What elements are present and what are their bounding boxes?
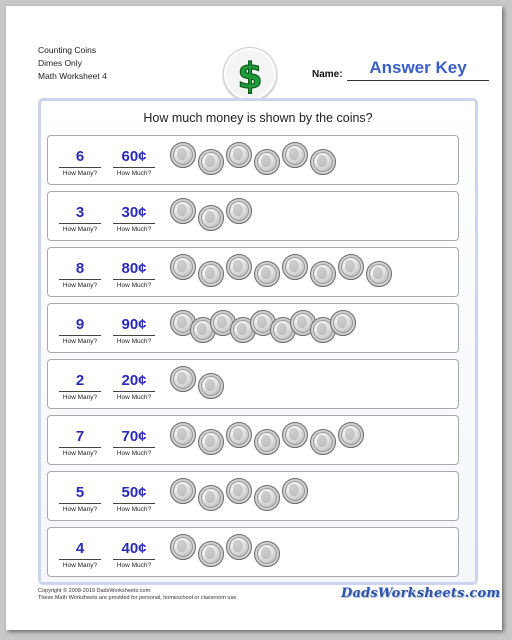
dime-coin-icon xyxy=(226,534,252,560)
how-much-rule xyxy=(113,447,155,448)
dime-coin-icon xyxy=(254,485,280,511)
dime-coin-icon xyxy=(254,541,280,567)
dime-coin-icon xyxy=(254,149,280,175)
dime-coin-icon xyxy=(170,422,196,448)
dime-coin-icon xyxy=(198,541,224,567)
how-many-caption: How Many? xyxy=(62,394,98,401)
dime-coin-icon xyxy=(226,254,252,280)
how-many-answer: 8 xyxy=(75,260,85,277)
copyright-line: Copyright © 2008-2019 DadsWorksheets.com xyxy=(38,588,151,594)
dime-coin-icon xyxy=(366,261,392,287)
dime-coin-icon xyxy=(338,254,364,280)
dime-coin-icon xyxy=(226,478,252,504)
usage-note: These Math Worksheets are provided for personal, homeschool or classroom use. xyxy=(38,595,238,601)
how-much-caption: How Much? xyxy=(116,506,152,513)
dime-coin-icon xyxy=(170,366,196,392)
problem-row xyxy=(47,527,459,577)
name-underline xyxy=(347,80,489,81)
dime-coin-icon xyxy=(198,261,224,287)
how-many-rule xyxy=(59,167,101,168)
dime-coin-icon xyxy=(282,254,308,280)
how-much-answer: 90¢ xyxy=(121,316,147,333)
title-line-number: Math Worksheet 4 xyxy=(38,71,107,81)
brand-logo: DadsWorksheets.com xyxy=(341,586,501,601)
how-many-caption: How Many? xyxy=(62,226,98,233)
coin-group xyxy=(166,528,456,576)
dime-coin-icon xyxy=(310,261,336,287)
how-many-caption: How Many? xyxy=(62,282,98,289)
dime-coin-icon xyxy=(226,142,252,168)
dime-coin-icon xyxy=(170,198,196,224)
how-many-rule xyxy=(59,447,101,448)
how-many-answer: 6 xyxy=(75,148,85,165)
answer-key-label: Answer Key xyxy=(369,58,467,77)
how-much-rule xyxy=(113,559,155,560)
how-many-rule xyxy=(59,559,101,560)
dime-coin-icon xyxy=(226,422,252,448)
svg-text:$: $ xyxy=(237,56,263,97)
dime-coin-icon xyxy=(170,254,196,280)
coin-group xyxy=(166,248,456,296)
how-many-answer: 5 xyxy=(75,484,85,501)
coin-group xyxy=(166,304,456,352)
how-much-caption: How Much? xyxy=(116,450,152,457)
title-line-topic: Counting Coins xyxy=(38,45,97,55)
how-many-rule xyxy=(59,335,101,336)
dime-coin-icon xyxy=(170,534,196,560)
dime-coin-icon xyxy=(198,485,224,511)
coin-group xyxy=(166,360,456,408)
how-many-answer: 4 xyxy=(75,540,85,557)
how-many-answer: 7 xyxy=(75,428,85,445)
dollar-sign-icon xyxy=(223,47,277,101)
how-much-rule xyxy=(113,335,155,336)
how-many-answer: 9 xyxy=(75,316,85,333)
how-much-caption: How Much? xyxy=(116,562,152,569)
problem-row xyxy=(47,471,459,521)
dime-coin-icon xyxy=(310,429,336,455)
problem-list xyxy=(47,135,459,583)
name-field xyxy=(312,58,494,82)
dime-coin-icon xyxy=(198,205,224,231)
how-many-rule xyxy=(59,391,101,392)
how-much-rule xyxy=(113,503,155,504)
name-label: Name: xyxy=(312,69,343,80)
coin-group xyxy=(166,416,456,464)
coin-group xyxy=(166,136,456,184)
how-much-answer: 60¢ xyxy=(121,148,147,165)
how-many-caption: How Many? xyxy=(62,562,98,569)
how-much-caption: How Much? xyxy=(116,282,152,289)
dime-coin-icon xyxy=(254,429,280,455)
how-much-answer: 70¢ xyxy=(121,428,147,445)
how-much-caption: How Much? xyxy=(116,170,152,177)
how-many-answer: 2 xyxy=(75,372,85,389)
footer-copyright xyxy=(38,588,238,602)
how-much-rule xyxy=(113,279,155,280)
problem-row xyxy=(47,135,459,185)
dime-coin-icon xyxy=(282,142,308,168)
problem-row xyxy=(47,191,459,241)
question-heading: How much money is shown by the coins? xyxy=(143,111,373,125)
title-line-subtopic: Dimes Only xyxy=(38,58,82,68)
dime-coin-icon xyxy=(282,478,308,504)
dime-coin-icon xyxy=(330,310,356,336)
worksheet-title-block xyxy=(38,44,107,83)
dime-coin-icon xyxy=(254,261,280,287)
how-many-answer: 3 xyxy=(75,204,85,221)
how-much-answer: 20¢ xyxy=(121,372,147,389)
dime-coin-icon xyxy=(170,478,196,504)
problems-panel xyxy=(38,98,478,585)
how-many-caption: How Many? xyxy=(62,170,98,177)
dime-coin-icon xyxy=(226,198,252,224)
dime-coin-icon xyxy=(170,142,196,168)
worksheet-page xyxy=(6,6,502,630)
how-many-rule xyxy=(59,223,101,224)
how-much-rule xyxy=(113,167,155,168)
problem-row xyxy=(47,247,459,297)
how-much-caption: How Much? xyxy=(116,338,152,345)
how-much-answer: 50¢ xyxy=(121,484,147,501)
how-many-caption: How Many? xyxy=(62,450,98,457)
how-many-rule xyxy=(59,279,101,280)
how-much-rule xyxy=(113,391,155,392)
dime-coin-icon xyxy=(310,149,336,175)
how-much-answer: 40¢ xyxy=(121,540,147,557)
how-much-answer: 80¢ xyxy=(121,260,147,277)
how-many-rule xyxy=(59,503,101,504)
problem-row xyxy=(47,303,459,353)
coin-group xyxy=(166,472,456,520)
how-much-caption: How Much? xyxy=(116,226,152,233)
problem-row xyxy=(47,415,459,465)
problem-row xyxy=(47,359,459,409)
dime-coin-icon xyxy=(282,422,308,448)
dime-coin-icon xyxy=(198,149,224,175)
how-many-caption: How Many? xyxy=(62,506,98,513)
coin-group xyxy=(166,192,456,240)
how-much-caption: How Much? xyxy=(116,394,152,401)
dime-coin-icon xyxy=(338,422,364,448)
dime-coin-icon xyxy=(198,373,224,399)
dime-coin-icon xyxy=(198,429,224,455)
how-much-rule xyxy=(113,223,155,224)
how-many-caption: How Many? xyxy=(62,338,98,345)
how-much-answer: 30¢ xyxy=(121,204,147,221)
